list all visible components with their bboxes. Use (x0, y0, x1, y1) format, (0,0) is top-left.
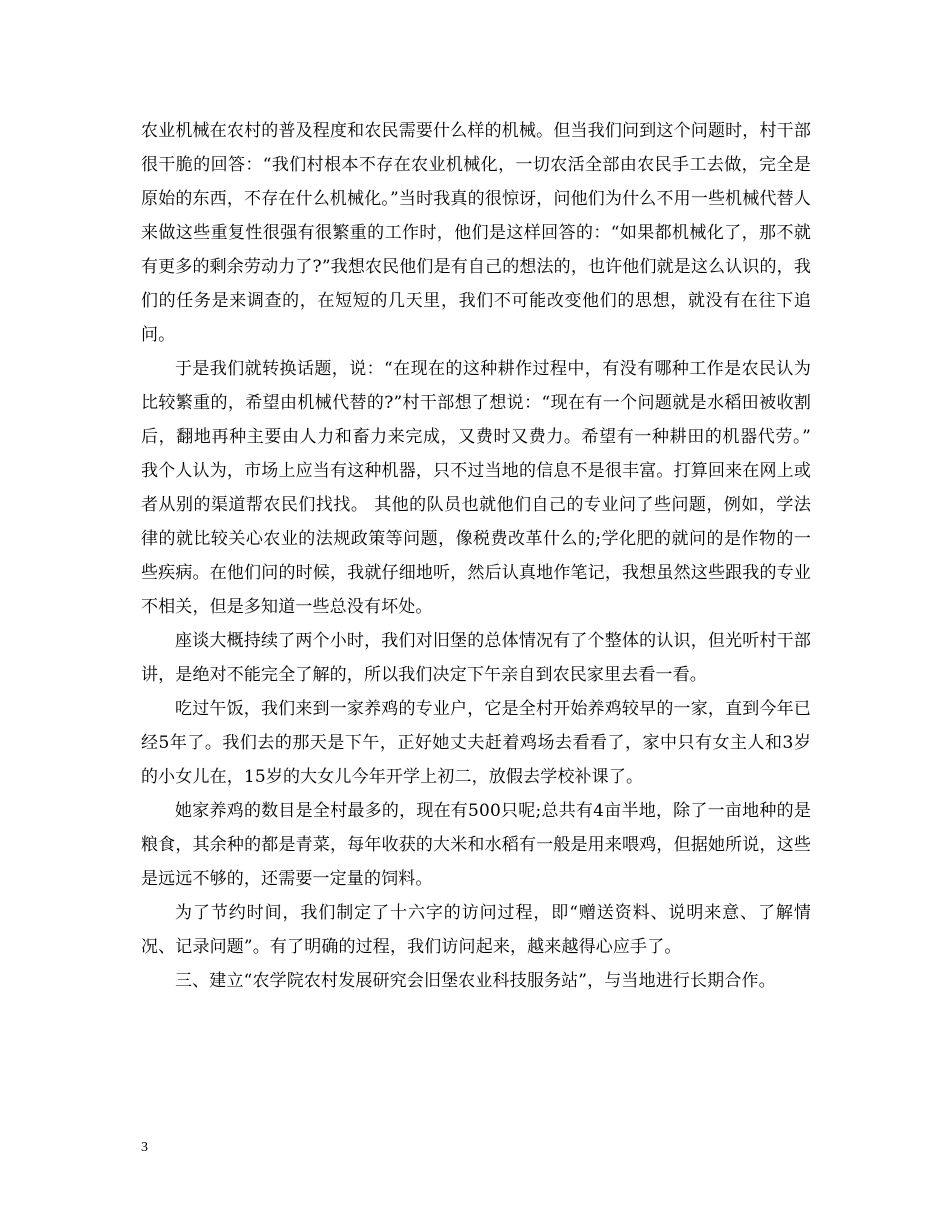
paragraph-6: 为了节约时间，我们制定了十六字的访问过程，即“赠送资料、说明来意、了解情况、记录问题”。有了明确的过程，我们访问起来，越来越得心应手了。 (141, 903, 811, 957)
paragraph-2: 于是我们就转换话题，说：“在现在的这种耕作过程中，有没有哪种工作是农民认为比较繁重的，希望由机械代替的?”村干部想了想说：“现在有一个问题就是水稻田被收割后，翻地再种主要由人力和畜力来完成，又费时又费力。希望有一种耕田的机器代劳。” 我个人认为，市场上应当有这种机器，只不过当地的信息不是很丰富。打算回来在网上或者从别的渠道帮农民们找找。 其他的队员也就他们自己的专业问了些问题，例如，学法律的就比较关心农业的法规政策等问题，像税费改革什么的;学化肥的就问的是作物的一些疾病。在他们问的时候，我就仔细地听，然后认真地作笔记，我想虽然这些跟我的专业不相关，但是多知道一些总没有坏处。 (141, 359, 811, 617)
paragraph-1: 农业机械在农村的普及程度和农民需要什么样的机械。但当我们问到这个问题时，村干部很干脆的回答：“我们村根本不存在农业机械化，一切农活全部由农民手工去做，完全是原始的东西，不存在什么机械化。”当时我真的很惊讶，问他们为什么不用一些机械代替人来做这些重复性很强有很繁重的工作时，他们是这样回答的：“如果都机械化了，那不就有更多的剩余劳动力了?”我想农民他们是有自己的想法的，也许他们就是这么认识的，我们的任务是来调查的，在短短的几天里，我们不可能改变他们的思想，就没有在往下追问。 (141, 121, 811, 345)
paragraph-7: 三、建立“农学院农村发展研究会旧堡农业科技服务站”，与当地进行长期合作。 (175, 971, 776, 991)
paragraph-3: 座谈大概持续了两个小时，我们对旧堡的总体情况有了个整体的认识，但光听村干部讲，是绝对不能完全了解的，所以我们决定下午亲自到农民家里去看一看。 (141, 631, 811, 685)
paragraph-4: 吃过午饭，我们来到一家养鸡的专业户，它是全村开始养鸡较早的一家，直到今年已经5年了。我们去的那天是下午，正好她丈夫赶着鸡场去看看了，家中只有女主人和3岁的小女儿在，15岁的大女儿今年开学上初二，放假去学校补课了。 (141, 699, 811, 787)
document-body (141, 114, 811, 998)
page-number: 3 (141, 1140, 148, 1155)
paragraph-5: 她家养鸡的数目是全村最多的，现在有500只呢;总共有4亩半地，除了一亩地种的是粮食，其余种的都是青菜，每年收获的大米和水稻有一般是用来喂鸡，但据她所说，这些是远远不够的，还需要一定量的饲料。 (141, 801, 811, 889)
